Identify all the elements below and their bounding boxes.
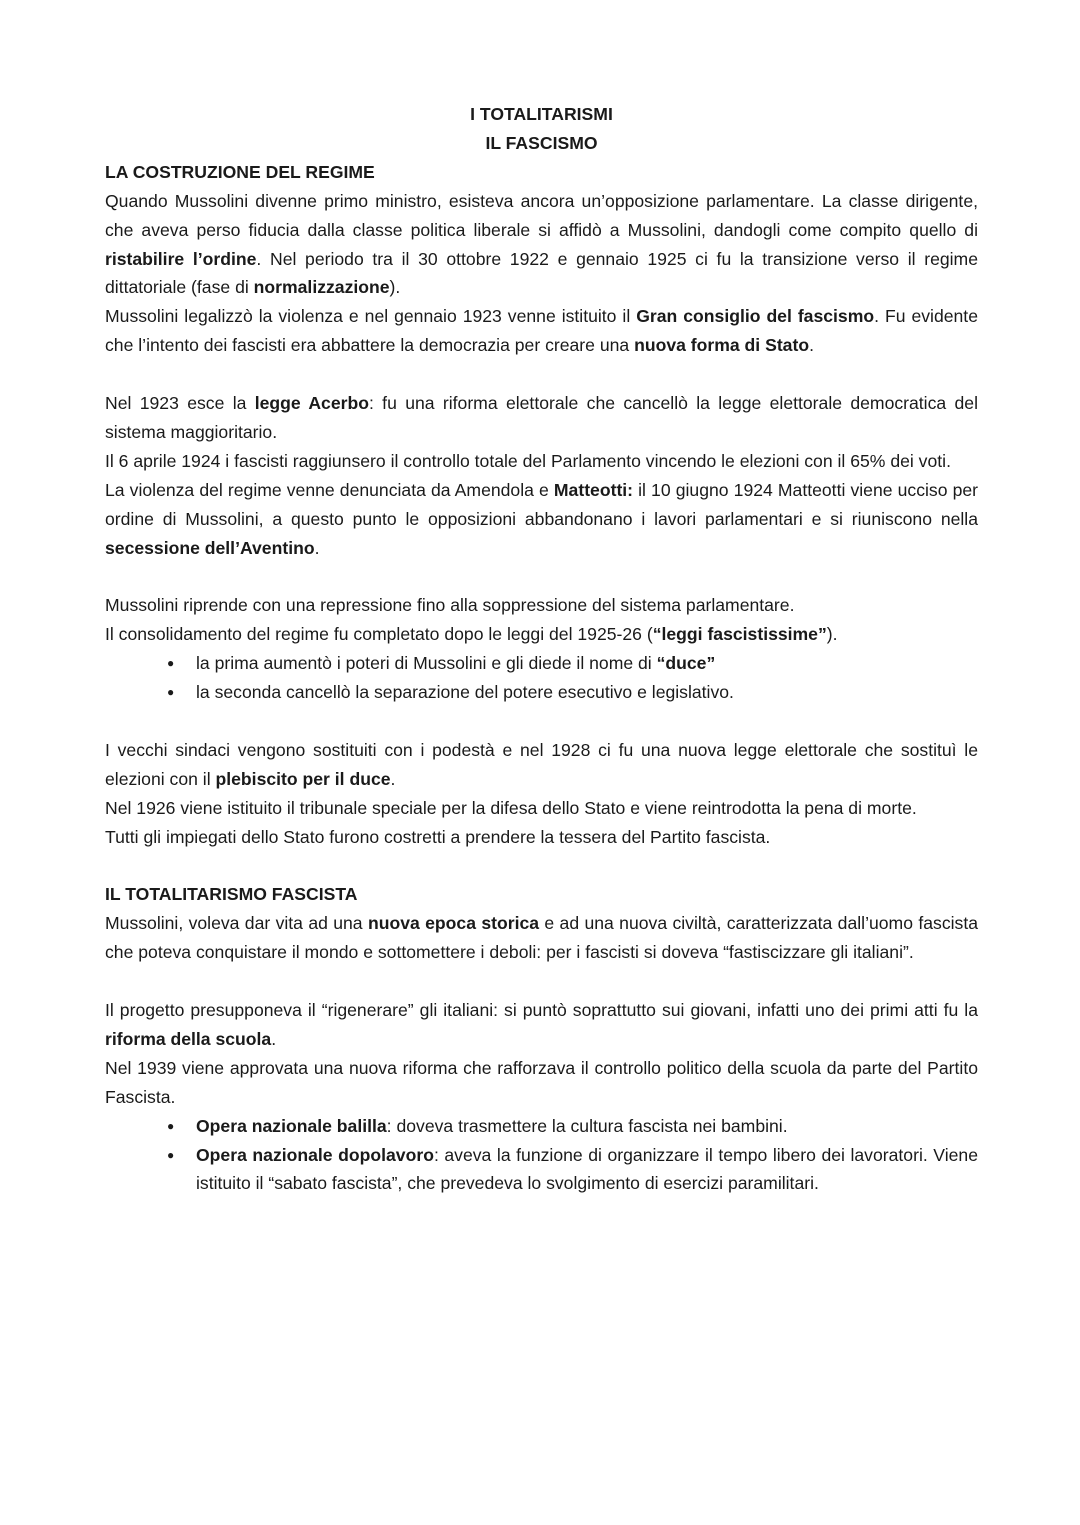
bullet-list	[105, 1112, 978, 1199]
text-run: Nel 1926 viene istituito il tribunale speciale per la difesa dello Stato e viene reintrodotta la pena di morte.	[105, 797, 917, 818]
text-run: la seconda cancellò la separazione del potere esecutivo e legislativo.	[196, 682, 734, 703]
paragraph-gap	[105, 967, 978, 996]
list-item	[105, 678, 978, 707]
paragraph	[105, 620, 978, 649]
text-run: : aveva la funzione di organizzare il tempo libero dei lavoratori. Viene istituito il “sabato fascista”, che prevedeva lo svolgimento di esercizi paramilitari.	[196, 1144, 978, 1194]
section-heading: LA COSTRUZIONE DEL REGIME	[105, 161, 375, 182]
text-run: e ad una nuova civiltà, caratterizzata dall’uomo fascista che poteva conquistare il mondo e sottomettere i deboli: per i fascisti si doveva “fastiscizzare gli italiani”.	[105, 913, 978, 963]
text-run: la prima aumentò i poteri di Mussolini e gli diede il nome di	[196, 653, 657, 674]
paragraph	[105, 794, 978, 823]
bold-text: Opera nazionale dopolavoro	[196, 1144, 434, 1165]
text-run: : fu una riforma elettorale che cancellò la legge elettorale democratica del sistema maggioritario.	[105, 393, 978, 442]
paragraph	[105, 996, 978, 1054]
bold-text: Gran consiglio del fascismo	[636, 306, 875, 327]
bold-text: Matteotti:	[553, 479, 634, 500]
document-title: I TOTALITARISMI	[470, 104, 613, 124]
text-run: I vecchi sindaci vengono sostituiti con i podestà e nel 1928 ci fu una nuova legge elettorale che sostituì le elezioni con il	[105, 739, 978, 789]
document-subtitle: IL FASCISMO	[485, 132, 598, 153]
bold-text: nuova forma di Stato	[634, 335, 810, 356]
list-item	[105, 1141, 978, 1199]
bold-text: nuova epoca storica	[367, 913, 540, 934]
text-run: Tutti gli impiegati dello Stato furono costretti a prendere la tessera del Partito fascista.	[105, 826, 771, 847]
paragraph	[105, 909, 978, 967]
bold-text: plebiscito per il duce	[215, 768, 391, 789]
bold-text: “leggi fascistissime”	[652, 624, 827, 645]
paragraph-gap	[105, 707, 978, 736]
document-page	[105, 100, 978, 1198]
paragraph	[105, 187, 978, 303]
bold-text: riforma della scuola	[105, 1028, 272, 1049]
text-run: Il consolidamento del regime fu completato dopo le leggi del 1925-26 (	[105, 624, 653, 645]
text-run: La violenza del regime venne denunciata da Amendola e	[105, 479, 554, 500]
paragraph	[105, 476, 978, 563]
bold-text: legge Acerbo	[254, 393, 369, 414]
text-run: . Nel periodo tra il 30 ottobre 1922 e gennaio 1925 ci fu la transizione verso il regime dittatoriale (fase di	[105, 248, 978, 298]
text-run: : doveva trasmettere la cultura fascista nei bambini.	[386, 1115, 788, 1136]
text-run: .	[809, 335, 814, 356]
text-run: .	[271, 1028, 277, 1049]
paragraph	[105, 447, 978, 476]
bold-text: normalizzazione	[253, 277, 390, 298]
bullet-list	[105, 649, 978, 707]
paragraph	[105, 1054, 978, 1112]
list-item	[105, 649, 978, 678]
text-run: Il 6 aprile 1924 i fascisti raggiunsero il controllo totale del Parlamento vincendo le elezioni con il 65% dei voti.	[105, 450, 951, 471]
text-run: ).	[826, 624, 838, 645]
text-run: .	[314, 537, 320, 558]
text-run: Mussolini legalizzò la violenza e nel gennaio 1923 venne istituito il	[105, 306, 637, 327]
text-run: ).	[389, 277, 401, 298]
paragraph	[105, 736, 978, 794]
paragraph	[105, 389, 978, 447]
text-run: Mussolini, voleva dar vita ad una	[105, 913, 368, 934]
document-body	[105, 158, 978, 1199]
text-run: Nel 1939 viene approvata una nuova riforma che rafforzava il controllo politico della scuola da parte del Partito Fascista.	[105, 1057, 978, 1107]
bold-text: “duce”	[656, 653, 716, 674]
bold-text: ristabilire l’ordine	[105, 248, 257, 269]
paragraph-gap	[105, 360, 978, 389]
paragraph	[105, 823, 978, 852]
section-heading: IL TOTALITARISMO FASCISTA	[105, 884, 358, 905]
paragraph-gap	[105, 852, 978, 881]
list-item	[105, 1112, 978, 1141]
text-run: .	[390, 768, 396, 789]
bold-text: Opera nazionale balilla	[196, 1115, 387, 1136]
text-run: Nel 1923 esce la	[105, 393, 255, 414]
bold-text: secessione dell’Aventino	[105, 537, 315, 558]
text-run: Il progetto presupponeva il “rigenerare” gli italiani: si puntò soprattutto sui giovani, infatti uno dei primi atti fu la	[105, 1000, 978, 1021]
paragraph-gap	[105, 562, 978, 591]
text-run: Mussolini riprende con una repressione fino alla soppressione del sistema parlamentare.	[105, 595, 795, 616]
paragraph	[105, 302, 978, 360]
text-run: il 10 giugno 1924 Matteotti viene ucciso per ordine di Mussolini, a questo punto le opposizioni abbandonano i lavori parlamentari e si riuniscono nella	[105, 479, 979, 529]
text-run: . Fu evidente che l’intento dei fascisti era abbattere la democrazia per creare una	[105, 306, 978, 356]
text-run: Quando Mussolini divenne primo ministro, esisteva ancora un’opposizione parlamentare. La classe dirigente, che aveva perso fiducia dalla classe politica liberale si affidò a Mussolini, dandogli come compito quello di	[105, 190, 978, 240]
paragraph	[105, 591, 978, 620]
